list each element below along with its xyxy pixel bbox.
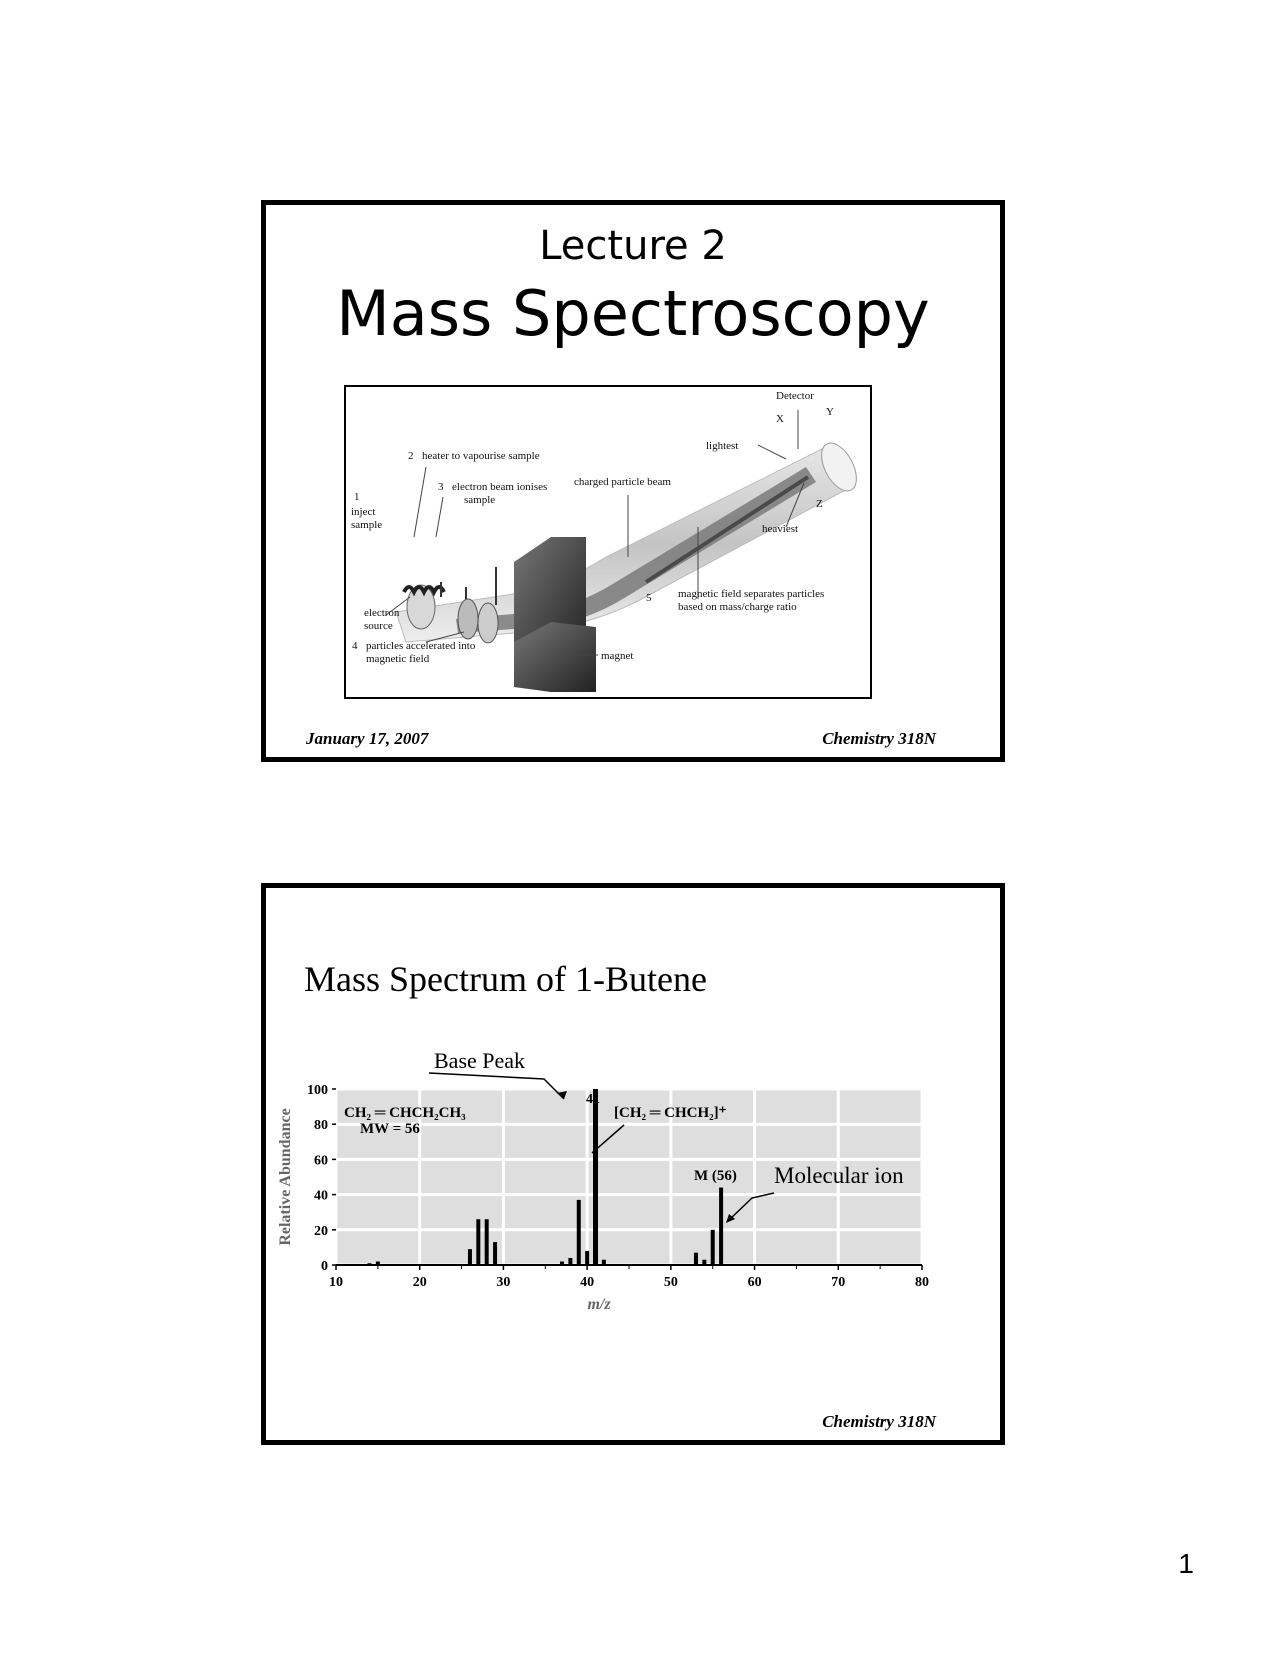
lecture-title: Mass Spectroscopy [336,277,930,350]
x-tick-label: 60 [747,1275,762,1290]
annotation-fragment: [CH₂ ═ CHCH₂]⁺ [614,1105,727,1121]
y-tick-label: 40 [314,1188,328,1204]
label-y-plus: Y [826,406,834,418]
y-tick-label: 20 [314,1223,328,1239]
spectrum-bar [476,1219,480,1265]
label-step5-num: 5 [646,592,652,604]
mass-spectrometer-diagram [344,385,872,699]
label-step3-line2: sample [464,494,496,506]
x-tick-label: 40 [580,1275,595,1290]
label-step5-line2: based on mass/charge ratio [678,601,797,613]
x-tick-label: 70 [831,1275,846,1290]
label-heaviest: heaviest [762,523,799,535]
slide1-footer-course: Chemistry 318N [822,729,936,748]
label-step4-line1: particles accelerated into [366,640,476,652]
spectrum-bar [568,1258,572,1265]
slide1-footer-date: January 17, 2007 [306,729,429,748]
label-step2: heater to vapourise sample [422,450,540,462]
mass-spectrum-chart [274,1033,954,1313]
label-step1-line1: inject [351,506,376,518]
x-tick-label: 30 [496,1275,511,1290]
page-number: 1 [1178,1548,1194,1579]
slide2-footer-course: Chemistry 318N [822,1412,936,1431]
spectrum-bar [577,1200,581,1265]
x-tick-label: 50 [663,1275,678,1290]
mass-spectrometer-illustration [346,387,870,697]
spectrum-bar [719,1188,723,1265]
spectrum-bar [493,1242,497,1265]
accelerator-plate-2 [478,603,498,643]
spectrum-bar [593,1089,598,1265]
spectrum-bar [711,1230,715,1265]
annotation-peak-41: 41 [586,1092,600,1107]
label-step4-line2: magnetic field [366,653,430,665]
slide2-title: Mass Spectrum of 1-Butene [304,959,707,999]
mass-spectrum-svg [274,1033,954,1313]
spectrum-bar [468,1249,472,1265]
label-source-line1: electron [364,607,400,619]
label-step4-num: 4 [352,640,358,652]
label-step5-line1: magnetic field separates particles [678,588,825,600]
label-step1-line2: sample [351,519,383,531]
y-axis-label: Relative Abundance [277,1108,294,1246]
x-tick-label: 20 [412,1275,427,1290]
slide-mass-spectrum [261,883,1005,1445]
annotation-base-peak: Base Peak [434,1048,526,1073]
label-source-line2: source [364,620,393,632]
slide-lecture-title [261,200,1005,762]
spectrum-bar [694,1253,698,1265]
x-tick-label: 80 [915,1275,929,1290]
spectrum-bar [585,1251,589,1265]
x-tick-label: 10 [329,1275,343,1290]
annotation-m56: M (56) [694,1168,737,1184]
label-step1-num: 1 [354,491,360,503]
label-z-plus: Z [816,498,823,510]
annotation-mw: MW = 56 [360,1121,420,1137]
label-charged-beam: charged particle beam [574,476,671,488]
label-detector: Detector [776,390,814,402]
annotation-molecular-ion: Molecular ion [774,1163,904,1188]
ionisation-chamber [407,585,435,629]
lecture-label: Lecture 2 [539,223,727,269]
y-tick-label: 60 [314,1153,328,1169]
y-tick-label: 0 [321,1259,328,1274]
x-axis-label: m/z [587,1296,611,1313]
spectrum-bar [485,1219,489,1265]
label-step2-num: 2 [408,450,414,462]
label-step3-num: 3 [438,481,444,493]
annotation-formula: CH₂ ═ CHCH₂CH₃ [344,1105,466,1121]
label-x-plus: X [776,413,784,425]
y-tick-label: 100 [307,1083,328,1098]
label-magnet: magnet [601,650,634,662]
label-step3-line1: electron beam ionises [452,481,548,493]
y-tick-label: 80 [314,1118,328,1134]
label-lightest: lightest [706,440,739,452]
